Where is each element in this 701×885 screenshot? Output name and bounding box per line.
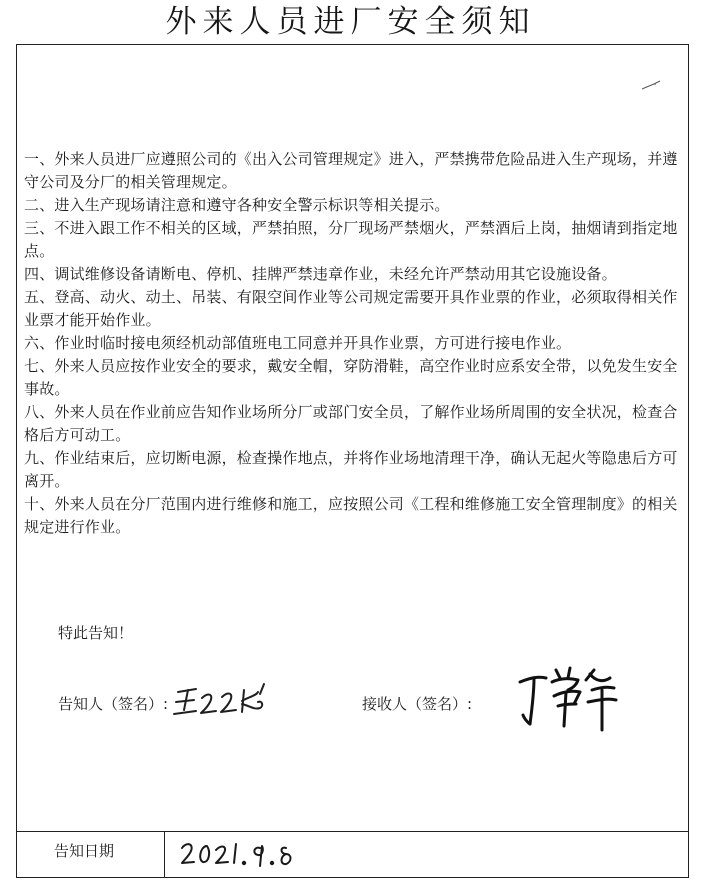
notice-date-label: 告知日期: [54, 842, 115, 860]
document-title: 外来人员进厂安全须知: [165, 4, 536, 40]
rule-item: 九、作业结束后，应切断电源，检查操作地点，并将作业场地清理干净，确认无起火等隐患后方可离开。: [24, 449, 678, 490]
date-row-divider: [164, 831, 165, 878]
rule-item: 八、外来人员在作业前应告知作业场所分厂或部门安全员，了解作业场所周围的安全状况，检查合格后方可动工。: [24, 403, 678, 444]
handwritten-date: [176, 832, 296, 876]
rule-item: 四、调试维修设备请断电、停机、挂牌严禁违章作业，未经允许严禁动用其它设施设备。: [24, 265, 617, 283]
rule-item: 五、登高、动火、动土、吊装、有限空间作业等公司规定需要开具作业票的作业，必须取得相关作业票才能开始作业。: [24, 288, 678, 329]
notifier-handwritten-signature: [172, 680, 282, 724]
rule-item: 三、不进入跟工作不相关的区域，严禁拍照，分厂现场严禁烟火，严禁酒后上岗，抽烟请到指定地点。: [24, 219, 678, 260]
receiver-handwritten-signature: [512, 660, 622, 740]
rule-item: 十、外来人员在分厂范围内进行维修和施工，应按照公司《工程和维修施工安全管理制度》的相关规定进行作业。: [24, 495, 678, 536]
scan-speck-mark: [640, 78, 662, 92]
notifier-signature-label: 告知人（签名）:: [58, 695, 169, 713]
rule-item: 六、作业时临时接电须经机动部值班电工同意并开具作业票，方可进行接电作业。: [24, 334, 572, 352]
notice-statement: 特此告知！: [58, 624, 134, 642]
date-row-top-border: [16, 831, 689, 832]
rules-list: [24, 148, 684, 539]
rule-item: 二、进入生产现场请注意和遵守各种安全警示标识等相关提示。: [24, 196, 450, 214]
rule-item: 一、外来人员进厂应遵照公司的《出入公司管理规定》进入，严禁携带危险品进入生产现场，并遵守公司及分厂的相关管理规定。: [24, 150, 678, 191]
receiver-signature-label: 接收人（签名）:: [362, 695, 473, 713]
rule-item: 七、外来人员应按作业安全的要求，戴安全帽，穿防滑鞋，高空作业时应系安全带，以免发生安全事故。: [24, 357, 678, 398]
